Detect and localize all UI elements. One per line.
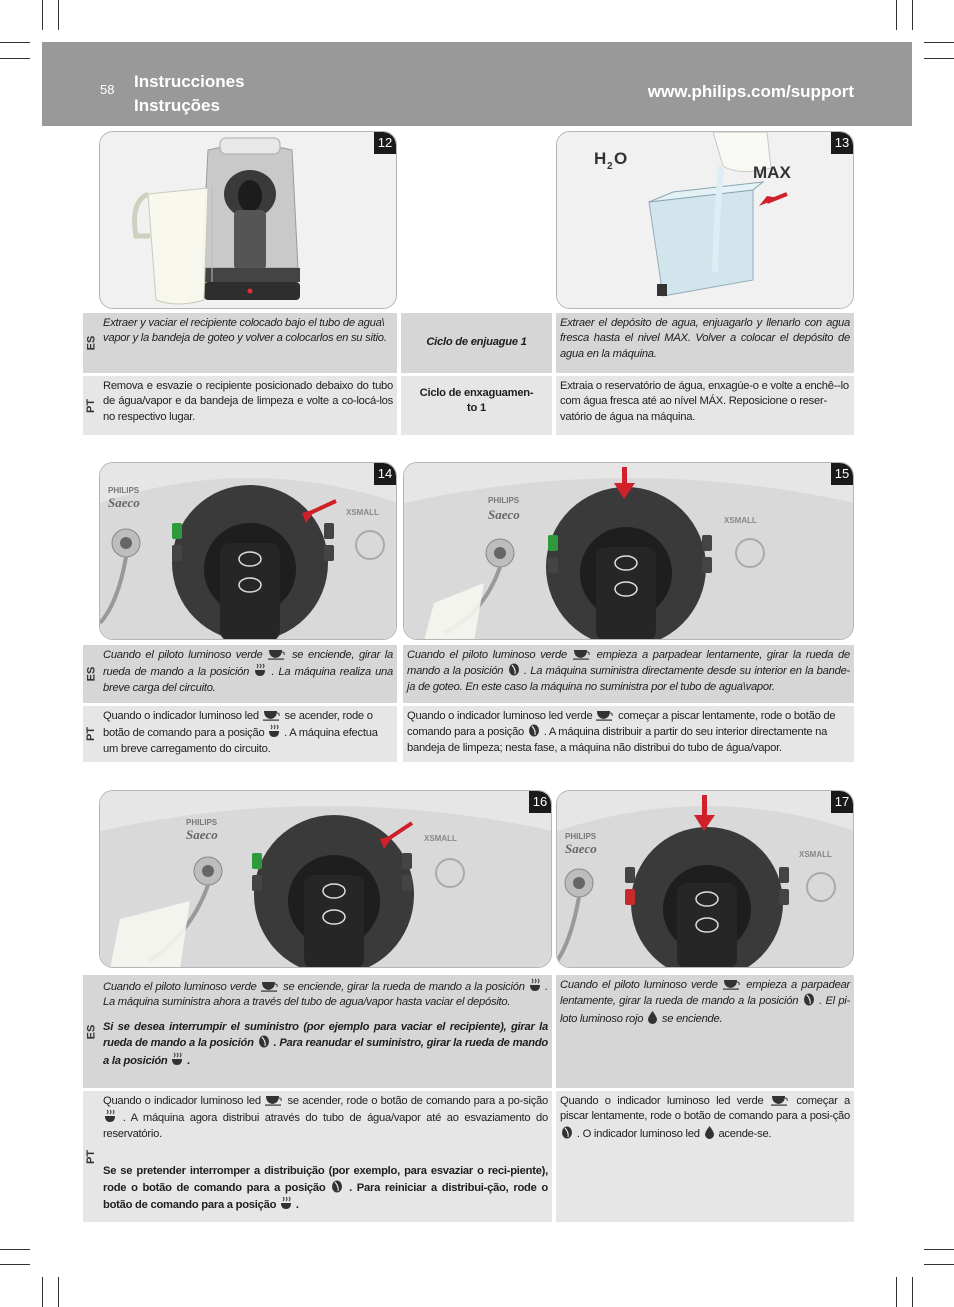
crop-mark: [0, 42, 30, 43]
crop-mark: [0, 58, 30, 59]
lang-pt-label: PT: [85, 398, 97, 413]
figure-17-control-panel: [556, 790, 854, 968]
title-es: Instrucciones: [134, 72, 245, 91]
pt-rinse-title-line-1: Ciclo de enxaguamen-: [419, 387, 534, 399]
coffee-bean-icon: [331, 1180, 343, 1193]
crop-mark: [912, 1277, 913, 1307]
es-step-16-note: Si se desea interrumpir el suministro (por ejemplo para vaciar el recipiente), girar la rueda de mando a la posición . Para reanudar el suministro, girar la rueda de mando a la posición .: [103, 1020, 548, 1067]
model-label: Saeco: [488, 507, 520, 522]
es-step-12-text: Extraer y vaciar el recipiente colocado bajo el tubo de agua\ vapor y la bandeja de goteo y volver a colocarlos en su sitio.: [99, 313, 397, 373]
brand-label: PHILIPS: [108, 486, 140, 495]
xsmall-label: XSMALL: [724, 516, 757, 525]
h2o-label-sub: 2: [607, 161, 613, 172]
figure-15-control-panel: [403, 462, 854, 640]
lang-pt-label: PT: [85, 726, 97, 742]
crop-mark: [924, 58, 954, 59]
figure-12-machine-with-jug: [99, 131, 397, 309]
pt-step-15-text: Quando o indicador luminoso led verde começar a piscar lentamente, rode o botão de comando para a posição . A máquina distribuir a partir do seu interior directamente na bandeja de limpeza; nesta fase, a máquina não distribui do tubo de água/vapor.: [403, 706, 854, 762]
pt-step-16-note: Se se pretender interromper a distribuição (por exemplo, para esvaziar o reci-piente), rode o botão de comando para a posição . Para reiniciar a distribui-ção, rode o botão de comando para a posição .: [103, 1165, 549, 1212]
espresso-cup-led-icon: [265, 1095, 283, 1106]
brand-label: PHILIPS: [488, 496, 520, 505]
max-label: MAX: [753, 163, 791, 182]
crop-mark: [0, 1264, 30, 1265]
pt-step-14-text: Quando o indicador luminoso led se acender, rode o botão de comando para a posição . A máquina efectua um breve carregamento do circuito.: [99, 706, 397, 762]
water-drop-icon: [647, 1010, 658, 1024]
es-step-17-text: Cuando el piloto luminoso verde empieza a parpadear lentamente, girar la rueda de mando a la posición . El pi-loto luminoso rojo se enciende.: [556, 975, 854, 1088]
model-label: Saeco: [565, 841, 597, 856]
coffee-bean-icon: [258, 1035, 270, 1048]
pt-step-12-text: Remova e esvazie o recipiente posicionado debaixo do tubo de água/vapor e da bandeja de limpeza e volte a co-locá-los no respectivo lugar.: [99, 376, 397, 435]
support-url[interactable]: www.philips.com/support: [647, 82, 854, 101]
pt-rinse-title-line-2: to 1: [467, 402, 486, 415]
hot-water-steam-icon: [280, 1196, 292, 1210]
hot-water-steam-icon: [171, 1052, 183, 1066]
h2o-label-o: O: [614, 149, 628, 168]
figure-13-water-tank: [556, 131, 854, 309]
espresso-cup-led-icon: [596, 710, 614, 721]
espresso-cup-led-icon: [261, 981, 279, 992]
lang-pt-label: PT: [85, 1149, 97, 1164]
pt-step-13-text: Extraia o reservatório de água, enxagúe-o e volte a enchê--lo com água fresca até ao nível MÁX. Reposicione o reser-vatório de água na máquina.: [556, 376, 854, 435]
model-label: Saeco: [186, 827, 218, 842]
crop-mark: [912, 0, 913, 30]
coffee-bean-icon: [528, 724, 540, 737]
coffee-bean-icon: [561, 1126, 573, 1139]
figure-16-control-panel: [99, 790, 552, 968]
figure-number: 16: [529, 791, 551, 813]
crop-mark: [58, 1277, 59, 1307]
es-rinse-cycle-title: Ciclo de enjuague 1: [401, 313, 552, 373]
figure-number: 15: [831, 463, 853, 485]
espresso-cup-led-icon: [573, 649, 591, 660]
page-number: 58: [100, 82, 115, 97]
lang-es-label: ES: [85, 1024, 97, 1039]
pt-step-17-text: Quando o indicador luminoso led verde começar a piscar lentamente, rode o botão de comando para a posi-ção . O indicador luminoso led acende-se.: [556, 1091, 854, 1222]
model-label: Saeco: [108, 495, 140, 510]
pt-step-16-text: Quando o indicador luminoso led se acender, rode o botão de comando para a po-sição . A máquina agora distribui através do tubo de água/vapor até ao esvaziamento do reservatório. Se se pretender interromper a distribuição (por exemplo, para esvaziar o reci-piente), rode o botão de comando para a posição . Para reiniciar a distribui-ção, rode o botão de comando para a posição .: [99, 1091, 552, 1222]
crop-mark: [42, 0, 43, 30]
hot-water-steam-icon: [529, 978, 541, 992]
xsmall-label: XSMALL: [799, 850, 832, 859]
xsmall-label: XSMALL: [424, 834, 457, 843]
pt-rinse-cycle-title: [401, 376, 552, 435]
figure-number: 17: [831, 791, 853, 813]
crop-mark: [924, 1249, 954, 1250]
xsmall-label: XSMALL: [346, 508, 379, 517]
hot-water-steam-icon: [268, 724, 280, 738]
lang-es-label: ES: [85, 666, 97, 682]
coffee-bean-icon: [508, 663, 520, 676]
figure-number: 12: [374, 132, 396, 154]
crop-mark: [896, 0, 897, 30]
crop-mark: [0, 1249, 30, 1250]
coffee-bean-icon: [803, 993, 815, 1006]
brand-label: PHILIPS: [565, 832, 597, 841]
es-step-16-text: Cuando el piloto luminoso verde se enciende, girar la rueda de mando a la posición . La máquina suministra ahora a través del tubo de agua/vapor hasta vaciar el depósito. Si se desea interrumpir el suministro (por ejemplo para vaciar el recipiente), girar la rueda de mando a la posición . Para reanudar el suministro, girar la rueda de mando a la posición .: [99, 975, 552, 1088]
lang-es-label: ES: [85, 335, 97, 351]
h2o-label-h: H: [594, 149, 607, 168]
figure-14-control-panel: [99, 462, 397, 640]
hot-water-steam-icon: [104, 1109, 116, 1123]
figure-number: 14: [374, 463, 396, 485]
crop-mark: [924, 1264, 954, 1265]
brand-label: PHILIPS: [186, 818, 218, 827]
title-pt: Instruções: [134, 96, 220, 115]
crop-mark: [924, 42, 954, 43]
espresso-cup-led-icon: [723, 979, 741, 990]
crop-mark: [896, 1277, 897, 1307]
espresso-cup-led-icon: [771, 1095, 789, 1106]
espresso-cup-led-icon: [268, 649, 286, 660]
es-step-15-text: Cuando el piloto luminoso verde empieza a parpadear lentamente, girar la rueda de mando a la posición . La máquina suministra directamente desde su interior en la bande-ja de goteo. En este caso la máquina no suministra por el tubo de agua\vapor.: [403, 645, 854, 703]
figure-number: 13: [831, 132, 853, 154]
es-step-14-text: Cuando el piloto luminoso verde se enciende, girar la rueda de mando a la posición . La máquina realiza una breve carga del circuito.: [99, 645, 397, 703]
hot-water-steam-icon: [254, 663, 266, 677]
page-header: [42, 42, 912, 126]
es-step-13-text: Extraer el depósito de agua, enjuagarlo y llenarlo con agua fresca hasta el nivel MAX. Volver a colocar el depósito de agua en la máquina.: [556, 313, 854, 373]
water-drop-icon: [704, 1125, 715, 1139]
espresso-cup-led-icon: [263, 710, 281, 721]
crop-mark: [42, 1277, 43, 1307]
crop-mark: [58, 0, 59, 30]
